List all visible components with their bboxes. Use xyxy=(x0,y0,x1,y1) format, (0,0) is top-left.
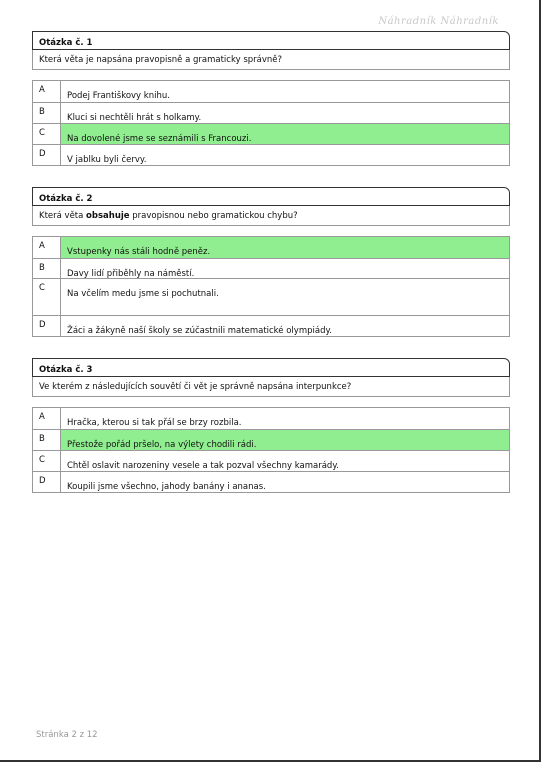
option-letter: A xyxy=(33,237,61,258)
option-a[interactable] xyxy=(32,237,510,259)
option-letter: D xyxy=(33,472,61,492)
question-prompt: Která věta je napsána pravopisně a gramaticky správně? xyxy=(32,50,510,70)
question-1 xyxy=(32,31,510,166)
question-2 xyxy=(32,187,510,337)
option-text: Na včelím medu jsme si pochutnali. xyxy=(67,289,219,299)
option-c[interactable] xyxy=(32,451,510,472)
options-list xyxy=(32,407,510,493)
question-prompt: Ve kterém z následujících souvětí či vět je správně napsána interpunkce? xyxy=(32,377,510,397)
watermark: Náhradník Náhradník xyxy=(378,16,499,27)
option-letter: A xyxy=(33,408,61,429)
question-3 xyxy=(32,358,510,493)
option-text: Žáci a žákyně naší školy se zúčastnili matematické olympiády. xyxy=(67,326,332,336)
option-c[interactable] xyxy=(32,279,510,316)
option-d[interactable] xyxy=(32,145,510,166)
options-list xyxy=(32,80,510,166)
option-letter: C xyxy=(33,124,61,144)
question-header: Otázka č. 3 xyxy=(32,358,510,377)
option-text: V jablku byli červy. xyxy=(67,155,147,165)
option-text: Podej Františkovy knihu. xyxy=(67,91,170,101)
question-prompt: Která věta obsahuje pravopisnou nebo gramatickou chybu? xyxy=(32,206,510,226)
option-c[interactable] xyxy=(32,124,510,145)
option-d[interactable] xyxy=(32,316,510,337)
prompt-emphasis: obsahuje xyxy=(86,211,130,221)
option-b[interactable] xyxy=(32,103,510,124)
question-header: Otázka č. 2 xyxy=(32,187,510,206)
option-text: Hračka, kterou si tak přál se brzy rozbila. xyxy=(67,418,242,428)
option-text: Na dovolené jsme se seznámili s Francouzi. xyxy=(61,124,509,144)
option-b[interactable] xyxy=(32,430,510,451)
option-letter: D xyxy=(33,316,61,336)
option-letter: A xyxy=(33,81,61,102)
option-b[interactable] xyxy=(32,259,510,279)
option-letter: C xyxy=(33,451,61,471)
page-number: Stránka 2 z 12 xyxy=(36,730,98,740)
option-letter: B xyxy=(33,430,61,450)
option-text: Vstupenky nás stáli hodně peněz. xyxy=(61,237,509,258)
option-letter: B xyxy=(33,103,61,123)
question-header: Otázka č. 1 xyxy=(32,31,510,50)
option-text: Přestože pořád pršelo, na výlety chodili rádi. xyxy=(61,430,509,450)
option-text: Koupili jsme všechno, jahody banány i ananas. xyxy=(67,482,266,492)
option-a[interactable] xyxy=(32,408,510,430)
option-text: Kluci si nechtěli hrát s holkamy. xyxy=(67,113,202,123)
options-list xyxy=(32,236,510,337)
option-d[interactable] xyxy=(32,472,510,493)
option-letter: B xyxy=(33,259,61,278)
option-letter: D xyxy=(33,145,61,165)
option-letter: C xyxy=(33,279,61,315)
option-a[interactable] xyxy=(32,81,510,103)
option-text: Chtěl oslavit narozeniny vesele a tak pozval všechny kamarády. xyxy=(67,461,339,471)
option-text: Davy lidí přiběhly na náměstí. xyxy=(67,269,195,279)
